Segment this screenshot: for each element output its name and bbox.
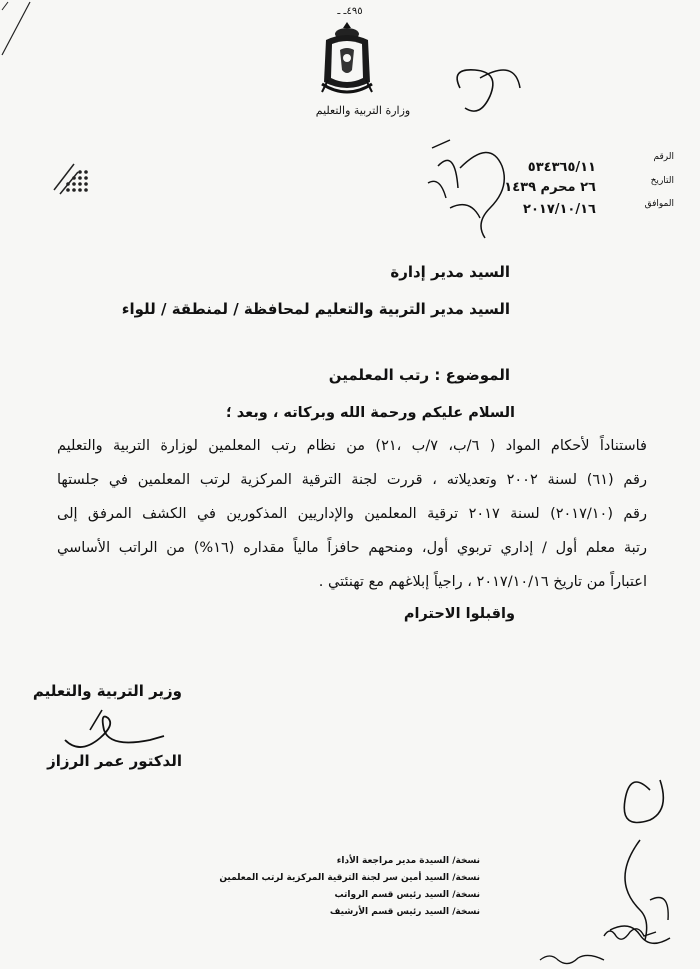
top-reference-text: ٤٩٥ـ ـ bbox=[337, 6, 363, 17]
corresponding-value: ٢٠١٧/١٠/١٦ bbox=[523, 202, 596, 217]
letter-closing: واقبلوا الاحترام bbox=[403, 606, 515, 622]
minister-title: وزير التربية والتعليم bbox=[32, 682, 182, 700]
minister-name: الدكتور عمر الرزاز bbox=[47, 752, 182, 770]
coat-of-arms-emblem bbox=[318, 20, 376, 98]
recipient-line-2: السيد مدير التربية والتعليم لمحافظة / لمنطقة / للواء bbox=[121, 300, 510, 318]
body-line: رقم (٢٠١٧/١٠) لسنة ٢٠١٧ ترقية المعلمين والإداريين المذكورين في الكشف المرفق إلى bbox=[57, 506, 647, 522]
letter-greeting: السلام عليكم ورحمة الله وبركاته ، وبعد ؛ bbox=[225, 405, 515, 421]
ministry-logo-icon bbox=[52, 160, 92, 200]
number-value: ٥٣٤٣٦٥/١١ bbox=[527, 160, 596, 175]
ministry-name: وزارة التربية والتعليم bbox=[315, 104, 411, 117]
number-label: الرقم bbox=[653, 152, 674, 162]
copy-recipient: نسخة/ السيدة مدير مراجعة الأداء bbox=[336, 856, 480, 866]
date-label: التاريخ bbox=[650, 176, 674, 186]
minister-signature bbox=[60, 700, 170, 760]
corner-stroke-mark bbox=[0, 0, 40, 60]
recipient-line-1: السيد مدير إدارة bbox=[390, 263, 510, 281]
body-line: رقم (٦١) لسنة ٢٠٠٢ وتعديلاته ، قررت لجنة الترقية المركزية لرتب المعلمين في جلستها bbox=[57, 472, 647, 488]
body-line: فاستناداً لأحكام المواد ( ٦/ب، ٧/ب ،٢١) من نظام رتب المعلمين لوزارة التربية والتعليم bbox=[57, 438, 647, 454]
initials-mark bbox=[600, 918, 660, 948]
body-line: رتبة معلم أول / إداري تربوي أول، ومنحهم حافزاً مالياً مقداره (١٦%) من الراتب الأساسي bbox=[57, 540, 648, 556]
date-value: ٢٦ محرم ١٤٣٩ bbox=[504, 180, 596, 195]
bottom-scribble bbox=[538, 950, 608, 969]
corresponding-label: الموافق bbox=[644, 199, 674, 209]
copy-recipient: نسخة/ السيد رئيس قسم الرواتب bbox=[334, 890, 480, 900]
copy-recipient: نسخة/ السيد رئيس قسم الأرشيف bbox=[329, 907, 480, 917]
handwritten-annotation-top bbox=[420, 48, 540, 248]
copy-recipient: نسخة/ السيد أمين سر لجنة الترقية المركزية لرتب المعلمين bbox=[219, 873, 480, 883]
body-line: اعتباراً من تاريخ ٢٠١٧/١٠/١٦ ، راجياً إبلاغهم مع تهنئتي . bbox=[318, 574, 647, 590]
letter-subject: الموضوع : رتب المعلمين bbox=[328, 366, 510, 384]
